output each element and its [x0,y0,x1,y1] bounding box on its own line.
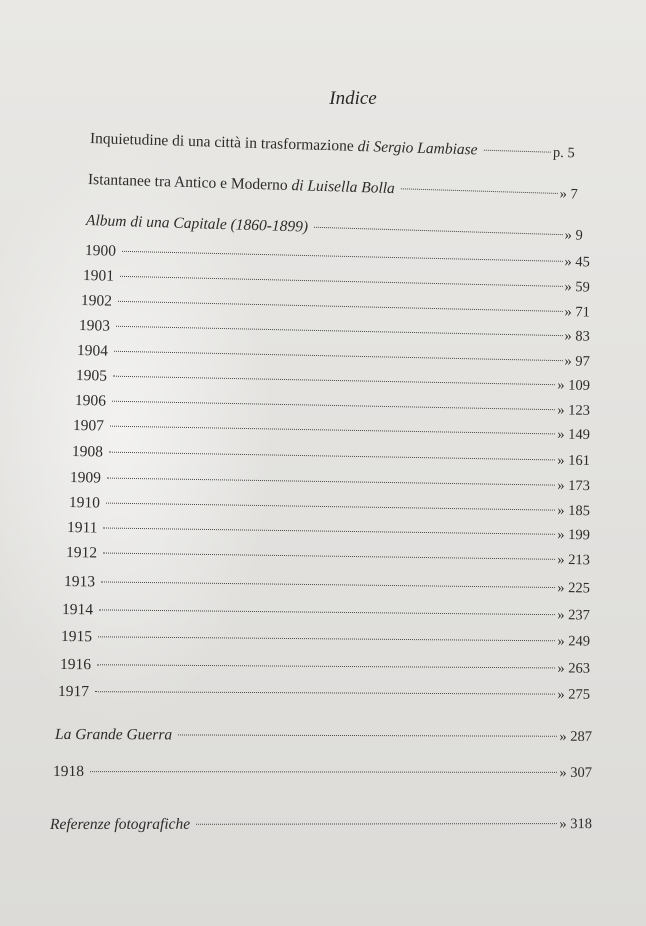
toc-entry [58,683,590,704]
toc-entry-author: di Sergio Lambiase [357,137,478,159]
toc-entry [67,519,590,544]
dot-leader [95,691,555,694]
dot-leader [112,401,555,411]
toc-entry [72,443,590,470]
toc-entry-label: 1913 [63,573,96,591]
toc-entry-page: » 161 [557,452,591,470]
dot-leader [107,478,555,486]
toc-entry [70,469,590,495]
toc-entry [83,267,590,296]
toc-entry-page: » 97 [564,353,591,370]
toc-entry [61,628,590,651]
dot-leader [99,609,555,615]
toc-entry-page: » 199 [557,526,591,544]
toc-entry-label: 1908 [71,443,104,461]
dot-leader [114,351,563,361]
toc-entry [77,342,590,371]
toc-entry-label: 1905 [75,367,108,385]
toc-entry-label: 1917 [57,683,90,701]
toc-entry-label: 1909 [69,469,102,487]
dot-leader [178,734,557,736]
toc-entry [79,317,590,346]
dot-leader [98,636,555,641]
toc-entry-page: » 173 [557,477,591,495]
toc-entry [86,212,583,245]
toc-entry-label: 1904 [76,342,109,360]
toc-entry-page: » 123 [557,402,591,419]
toc-entry-page: » 263 [557,660,591,677]
toc-entry-label: Inquietudine di una città in trasformazione di Sergio Lambiase [89,130,478,159]
toc-entry-label: 1903 [78,317,111,335]
toc-entry [60,656,590,678]
toc-entry-label: 1916 [59,656,92,674]
toc-entry-label: 1902 [80,292,113,310]
dot-leader [122,251,563,262]
toc-entry [53,763,592,782]
toc-entry-label: Album di una Capitale (1860-1899) [85,212,309,236]
toc-entry-label: 1918 [52,763,85,781]
toc-entry [81,292,590,322]
toc-entry-label: 1912 [65,544,98,562]
toc-entry [64,573,590,597]
dot-leader [90,771,557,773]
toc-entry [66,544,590,569]
toc-entry [88,171,578,204]
toc-entry-page: » 185 [557,502,591,520]
toc-entry-page: » 318 [559,816,593,833]
dot-leader [106,503,555,511]
toc-entry-page: » 225 [557,580,591,597]
toc-entry [62,601,590,625]
dot-leader [401,188,558,194]
dot-leader [196,823,557,825]
page-title: Indice [329,88,377,109]
toc-entry [75,392,590,420]
toc-entry-page: » 71 [564,303,591,321]
toc-entry-page: » 109 [557,377,591,394]
dot-leader [120,276,563,287]
toc-entry-page: » 275 [557,686,591,703]
dot-leader [109,452,555,461]
dot-leader [103,528,555,535]
toc-entry-page: » 213 [557,551,591,569]
dot-leader [101,581,555,588]
toc-entry-label: 1901 [82,267,115,285]
toc-entry-label: Referenze fotografiche [49,815,191,833]
dot-leader [113,376,555,385]
toc-entry-label: 1900 [84,242,117,260]
dot-leader [103,553,555,560]
toc-entry-page: p. 5 [552,144,576,162]
toc-entry-page: » 59 [564,278,591,296]
toc-entry-page: » 237 [557,607,591,624]
dot-leader [118,301,563,312]
toc-entry-page: » 83 [564,328,591,345]
dot-leader [484,150,552,153]
toc-entry [76,367,590,395]
dot-leader [314,227,563,235]
toc-entry-page: » 9 [564,227,584,244]
toc-entry [73,417,590,444]
toc-entry-page: » 45 [564,253,591,271]
toc-entry-label: La Grande Guerra [54,726,173,744]
toc-entry-page: » 287 [559,728,593,745]
toc-entry [50,815,592,834]
toc-entry-page: » 149 [557,426,591,444]
dot-leader [110,426,555,435]
toc-entry [69,494,590,520]
toc-entry [90,130,575,162]
toc-entry-label: 1907 [72,417,105,435]
toc-entry-page: » 307 [559,764,593,781]
toc-entry-label: 1914 [61,601,94,619]
toc-entry [85,242,590,271]
toc-entry-label: 1910 [68,494,101,512]
toc-entry-label: Istantanee tra Antico e Moderno di Luisella Bolla [87,171,396,198]
toc-entry-label: 1911 [66,519,98,537]
toc-entry-page: » 7 [559,186,579,203]
dot-leader [97,664,555,668]
dot-leader [116,326,563,336]
toc-entry-label: 1906 [74,392,107,410]
toc-entry-author: di Luisella Bolla [291,177,396,198]
toc-entry [55,726,592,746]
toc-entry-page: » 249 [557,633,591,650]
toc-entry-label: 1915 [60,628,93,646]
